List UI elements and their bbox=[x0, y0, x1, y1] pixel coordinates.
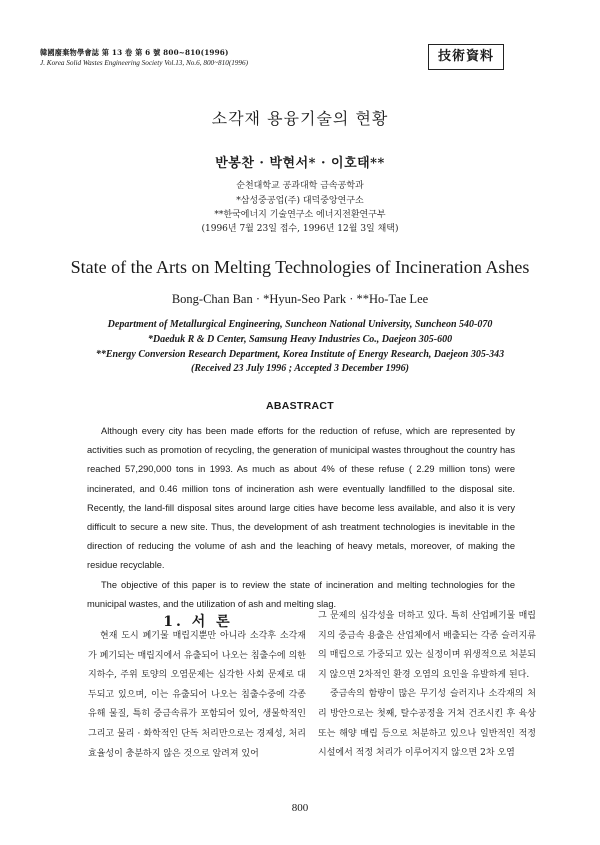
english-affiliation-1: Department of Metallurgical Engineering, Suncheon National University, Suncheon 540-070 bbox=[107, 319, 493, 330]
english-affiliation-3: **Energy Conversion Research Department, Korea Institute of Energy Research, Daejeon 305-343 bbox=[95, 349, 505, 360]
korean-affiliation-1: 순천대학교 공과대학 금속공학과 bbox=[236, 181, 364, 191]
abstract-body bbox=[87, 422, 515, 614]
abstract-paragraph-2: The objective of this paper is to review the state of incineration and melting technologies for the municipal wastes, and the utilization of ash and melting slag. bbox=[87, 579, 515, 609]
korean-authors: 반봉찬 · 박현서* · 이호태** bbox=[215, 156, 385, 171]
body-paragraph-right-2: 중금속의 함량이 많은 무기성 슬러지나 소각재의 처리 방안으로는 첫째, 탈수공정을 거쳐 건조시킨 후 육상 또는 해양 매립 등으로 처분하고 있으나 일반적인 적정시설에서 적정 처리가 이루어지지 않으면 2차 오염 bbox=[318, 689, 536, 759]
body-paragraph-left-1: 현재 도시 폐기물 매립지뿐만 아니라 소각후 소각재가 폐기되는 매립지에서 유출되어 나오는 침출수에 의한 지하수, 주위 토양의 오염문제는 심각한 사회 문제로 대두되고 있으며, 이는 유출되어 나오는 침출수중에 각종 유해 물질, 특히 중금속류가 포함되어 있어, 생물학적인 그리고 물리 · 화학적인 단독 처리만으로는 경제성, 처리 효율성이 충분하지 않은 것으로 알려져 있어 bbox=[88, 631, 306, 759]
section-heading-introduction: 1. 서 론 bbox=[163, 614, 233, 630]
journal-header-korean: 韓國廢棄物學會誌 第 13 卷 第 6 號 800~810(1996) bbox=[40, 48, 229, 57]
journal-header-english: J. Korea Solid Wastes Engineering Society Vol.13, No.6, 800~810(1996) bbox=[40, 59, 248, 67]
abstract-paragraph-1: Although every city has been made efforts for the reduction of refuse, which are represented by activities such as promotion of recycling, the generation of municipal wastes throughout the country has reached 57,290,000 tons in 1993. As much as about 4% of these refuse ( 2.29 million tons) were incinerated, and 0.46 million tons of incineration ash were eventually landfilled to the disposal site. Recently, the land-fill disposal sites around large cities have become less available, and also it is very difficult to secure a new site. Thus, the development of ash treatment technologies is inevitable in the direction of reducing the volume of ash and the leaching of heavy metals, moreover, of making the residue recyclable. bbox=[87, 426, 515, 571]
body-column-left bbox=[88, 627, 306, 764]
body-paragraph-right-1: 그 문제의 심각성을 더하고 있다. 특히 산업폐기물 매립지의 중금속 용출은 산업체에서 배출되는 각종 슬러지류의 매립으로 가중되고 있는 실정이며 위생적으로 처분되지 않으면 2차적인 환경 오염의 요인을 유발하게 된다. bbox=[318, 611, 536, 680]
english-received-date: (Received 23 July 1996 ; Accepted 3 December 1996) bbox=[191, 363, 409, 374]
body-column-right bbox=[318, 607, 536, 764]
article-type-box bbox=[428, 44, 504, 70]
korean-title: 소각재 용융기술의 현황 bbox=[211, 109, 389, 128]
abstract-heading: ABASTRACT bbox=[265, 400, 335, 412]
english-title: State of the Arts on Melting Technologies of Incineration Ashes bbox=[70, 257, 530, 277]
korean-received-date: (1996년 7월 23일 접수, 1996년 12월 3일 채택) bbox=[201, 224, 399, 234]
korean-affiliation-2: *삼성중공업(주) 대덕중앙연구소 bbox=[236, 196, 364, 206]
english-affiliation-2: *Daeduk R & D Center, Samsung Heavy Industries Co., Daejeon 305-600 bbox=[147, 334, 453, 345]
korean-affiliation-3: **한국에너지 기술연구소 에너지전환연구부 bbox=[214, 210, 386, 220]
article-type-label: 技術資料 bbox=[437, 49, 494, 64]
page-number: 800 bbox=[291, 802, 309, 814]
english-authors: Bong-Chan Ban · *Hyun-Seo Park · **Ho-Tae Lee bbox=[171, 292, 429, 306]
